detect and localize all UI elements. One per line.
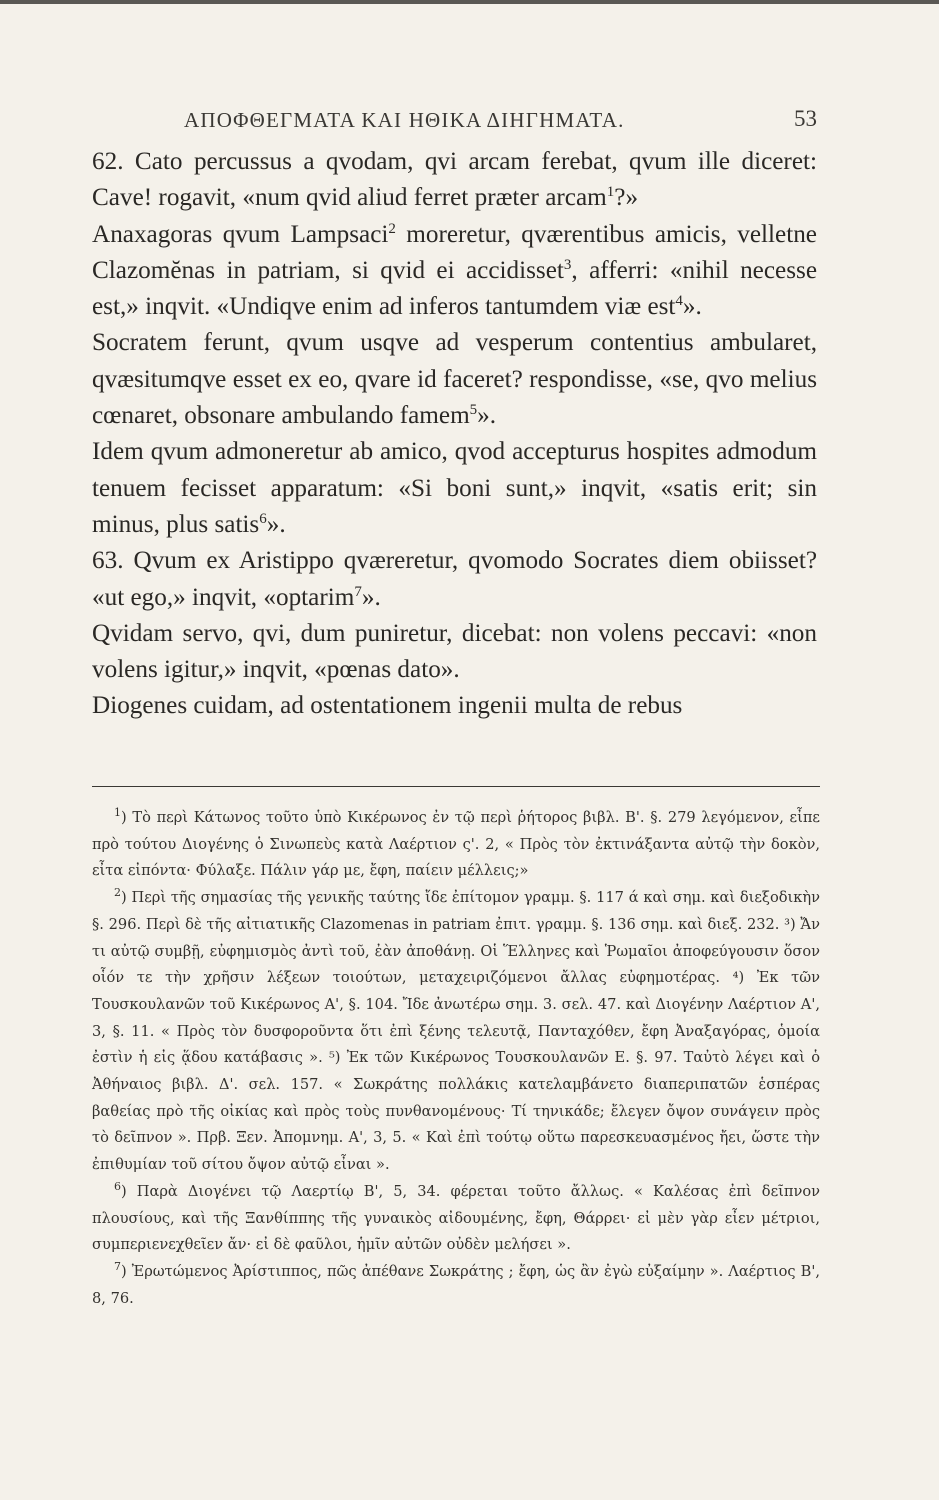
footnote-ref: 2: [388, 220, 396, 237]
footnote-ref: 6: [259, 510, 267, 527]
page-number: 53: [794, 106, 817, 131]
paragraph-62-cato: 62. Cato percussus a qvodam, qvi arcam ferebat, qvum ille diceret: Cave! rogavit, «num qvid aliud ferret præter arcam$^1$?»: [92, 148, 817, 212]
paragraph-servo: Qvidam servo, qvi, dum puniretur, dicebat: non volens peccavi: «non volens igitur,» inqvit, «pœnas dato».: [92, 619, 817, 684]
footnote-separator: [92, 786, 820, 787]
footnote-7: $^7$) Ἐρωτώμενος Ἀρίστιππος, πῶς ἀπέθανε Σωκράτης ; ἔφη, ὡς ἂν ἐγὼ εὐξαίμην ». Λαέρτιος Β', 8, 76.: [92, 1259, 820, 1307]
paragraph-idem: Idem qvum admoneretur ab amico, qvod accepturus hospites admodum tenuem fecisset apparatum: «Si boni sunt,» inqvit, «satis erit; sin minus, plus satis$^6$».: [92, 438, 817, 538]
footnote-ref: 3: [563, 256, 572, 273]
page-top-edge: [0, 0, 939, 4]
footnote-2-5: $^2$) Περὶ τῆς σημασίας τῆς γενικῆς ταύτης ἴδε ἐπίτομον γραμμ. §. 117 ά καὶ σημ. καὶ διεξοδικὴν §. 296. Περὶ δὲ τῆς αἰτιατικῆς Clazomenas in patriam ἐπιτ. γραμμ. §. 136 σημ. καὶ διεξ. 232. ³) Ἄν τι αὐτῷ συμβῇ, εὐφημισμὸς ἀντὶ τοῦ, ἐὰν ἀποθάνῃ. Οἱ Ἕλληνες καὶ Ῥωμαῖοι ἀποφεύγουσιν ὅσον οἷόν τε τὴν χρῆσιν λέξεων τοιούτων, μεταχειριζόμενοι ἄλλας εὐφημοτέρας. ⁴) Ἐκ τῶν Τουσκουλανῶν τοῦ Κικέρωνος Α', §. 104. Ἴδε ἀνωτέρω σημ. 3. σελ. 47. καὶ Διογένην Λαέρτιον Α', 3, §. 11. « Πρὸς τὸν δυσφοροῦντα ὅτι ἐπὶ ξένης τελευτᾷ, Πανταχόθεν, ἔφη Ἀναξαγόρας, ὁμοία ἐστὶν ἡ εἰς ᾅδου κατάβασις ». ⁵) Ἐκ τῶν Κικέρωνος Τουσκουλανῶν Ε. §. 97. Ταὐτὸ λέγει καὶ ὁ Ἀθήναιος βιβλ. Δ'. σελ. 157. « Σωκράτης πολλάκις κατελαμβάνετο διαπεριπατῶν ἑσπέρας βαθείας πρὸ τῆς οἰκίας καὶ πρὸς τοὺς πυνθανομένους· Τί τηνικάδε; ἔλεγεν ὄψον συνάγειν πρὸς τὸ δεῖπνον ». Πρβ. Ξεν. Ἀπομνημ. Α', 3, 5. « Καὶ ἐπὶ τούτῳ οὕτω παρεσκευασμένος ἤει, ὥστε τὴν ἐπιθυμίαν τοῦ σίτου ὄψον αὐτῷ εἶναι ».: [92, 886, 820, 1174]
page: [92, 104, 817, 725]
paragraph-socrates: Socratem ferunt, qvum usqve ad vesperum contentius ambularet, qvæsitumqve esset ex eo, qvare id faceret? respondisse, «se, qvo melius cœnaret, obsonare ambulando famem$^5$».: [92, 329, 817, 430]
footnote-6: $^6$) Παρὰ Διογένει τῷ Λαερτίῳ Β', 5, 34. φέρεται τοῦτο ἄλλως. « Καλέσας ἐπὶ δεῖπνον πλουσίους, καὶ τῆς Ξανθίππης τῆς γυναικὸς αἰδουμένης, ἔφη, Θάρρει· εἰ μὲν γὰρ εἶεν μέτριοι, συμπεριενεχθεῖεν ἄν· εἰ δὲ φαῦλοι, ἡμῖν αὐτῶν οὐδὲν μελήσει ».: [92, 1179, 820, 1254]
footnote-ref: 4: [675, 293, 683, 310]
paragraph-63-aristippus: 63. Qvum ex Aristippo qværeretur, qvomodo Socrates diem obiisset? «ut ego,» inqvit, «optarim$^7$».: [92, 547, 817, 611]
paragraph-anaxagoras: Anaxagoras qvum Lampsaci$^2$ moreretur, qværentibus amicis, velletne Clazomĕnas in patriam, si qvid ei accidisset$^3$, afferri: «nihil necesse est,» inqvit. «Undiqve enim ad inferos tantumdem viæ est$^4$».: [92, 220, 818, 321]
page-header: [92, 104, 817, 144]
main-text: [92, 144, 817, 725]
footnotes: [92, 805, 820, 1312]
footnote-ref: 1: [606, 184, 615, 201]
footnote-1: $^1$) Τὸ περὶ Κάτωνος τοῦτο ὑπὸ Κικέρωνος ἐν τῷ περὶ ῥήτορος βιβλ. Β'. §. 279 λεγόμενον, εἶπε πρὸ τούτου Διογένης ὁ Σινωπεὺς κατὰ Λαέρτιον ς'. 2, « Πρὸς τὸν ἐκτινάξαντα αὐτῷ τὴν δοκὸν, εἶτα εἰπόντα· Φύλαξε. Πάλιν γάρ με, ἔφη, παίειν μέλλεις;»: [92, 806, 820, 880]
footnote-ref: 5: [469, 402, 478, 419]
paragraph-diogenes: Diogenes cuidam, ad ostentationem ingenii multa de rebus: [92, 692, 683, 720]
running-title: ΑΠΟΦΘΕΓΜΑΤΑ ΚΑΙ ΗΘΙΚΑ ΔΙΗΓΗΜΑΤΑ.: [184, 108, 625, 132]
footnote-ref: 7: [354, 583, 362, 600]
